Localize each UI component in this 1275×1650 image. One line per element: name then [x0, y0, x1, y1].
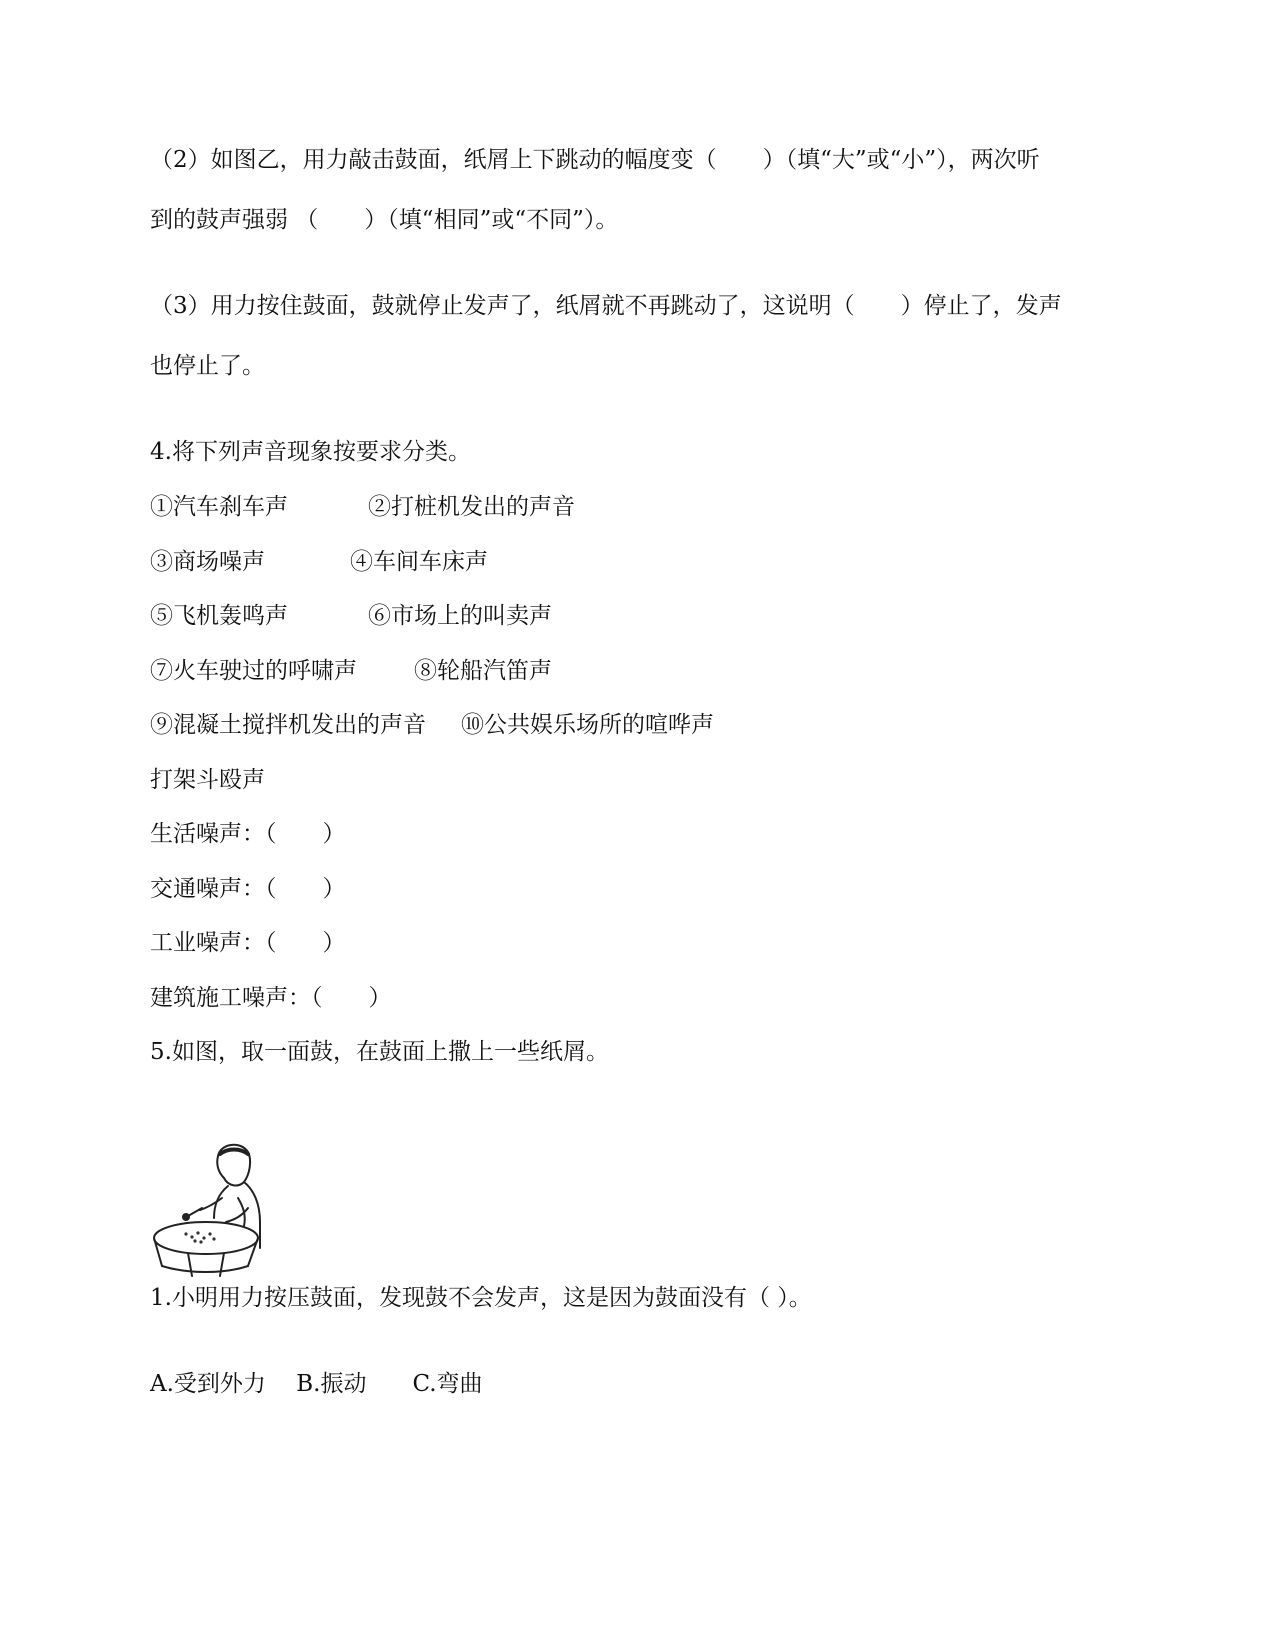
- q3-part2-line2: 到的鼓声强弱 （ ）（填“相同”或“不同”）。: [150, 207, 619, 233]
- q4-item-9: ⑨混凝土搅拌机发出的声音: [150, 712, 426, 738]
- q4-category-industry: 工业噪声：（ ）: [150, 930, 346, 956]
- q4-item-1: ①汽车刹车声: [150, 494, 288, 520]
- q4-extra-item: 打架斗殴声: [150, 767, 265, 793]
- q4-item-3: ③商场噪声: [150, 549, 265, 575]
- q3-part3-line2: 也停止了。: [150, 353, 265, 379]
- q4-category-life: 生活噪声：（ ）: [150, 821, 346, 847]
- q4-item-7: ⑦火车驶过的呼啸声: [150, 658, 357, 684]
- q4-item-2: ②打桩机发出的声音: [368, 494, 575, 520]
- q3-part2-line1: （2）如图乙，用力敲击鼓面，纸屑上下跳动的幅度变（ ）（填“大”或“小”），两次听: [150, 147, 1040, 173]
- q4-category-traffic: 交通噪声：（ ）: [150, 876, 346, 902]
- q4-item-6: ⑥市场上的叫卖声: [368, 603, 552, 629]
- q4-item-4: ④车间车床声: [350, 549, 488, 575]
- q5-sub1: 1.小明用力按压鼓面，发现鼓不会发声，这是因为鼓面没有（ ）。: [150, 1285, 812, 1311]
- q4-item-10: ⑩公共娱乐场所的喧哗声: [461, 712, 714, 738]
- q4-title: 4.将下列声音现象按要求分类。: [150, 439, 471, 465]
- q4-item-5: ⑤飞机轰鸣声: [150, 603, 288, 629]
- q4-item-8: ⑧轮船汽笛声: [414, 658, 552, 684]
- q4-category-construction: 建筑施工噪声：（ ）: [150, 985, 392, 1011]
- q5-sub1-options: A.受到外力 B.振动 C.弯曲: [150, 1371, 483, 1397]
- drum-boy-illustration: [148, 1138, 298, 1278]
- q5-title: 5.如图，取一面鼓，在鼓面上撒上一些纸屑。: [150, 1039, 609, 1065]
- q3-part3-line1: （3）用力按住鼓面，鼓就停止发声了，纸屑就不再跳动了，这说明（ ）停止了，发声: [150, 293, 1062, 319]
